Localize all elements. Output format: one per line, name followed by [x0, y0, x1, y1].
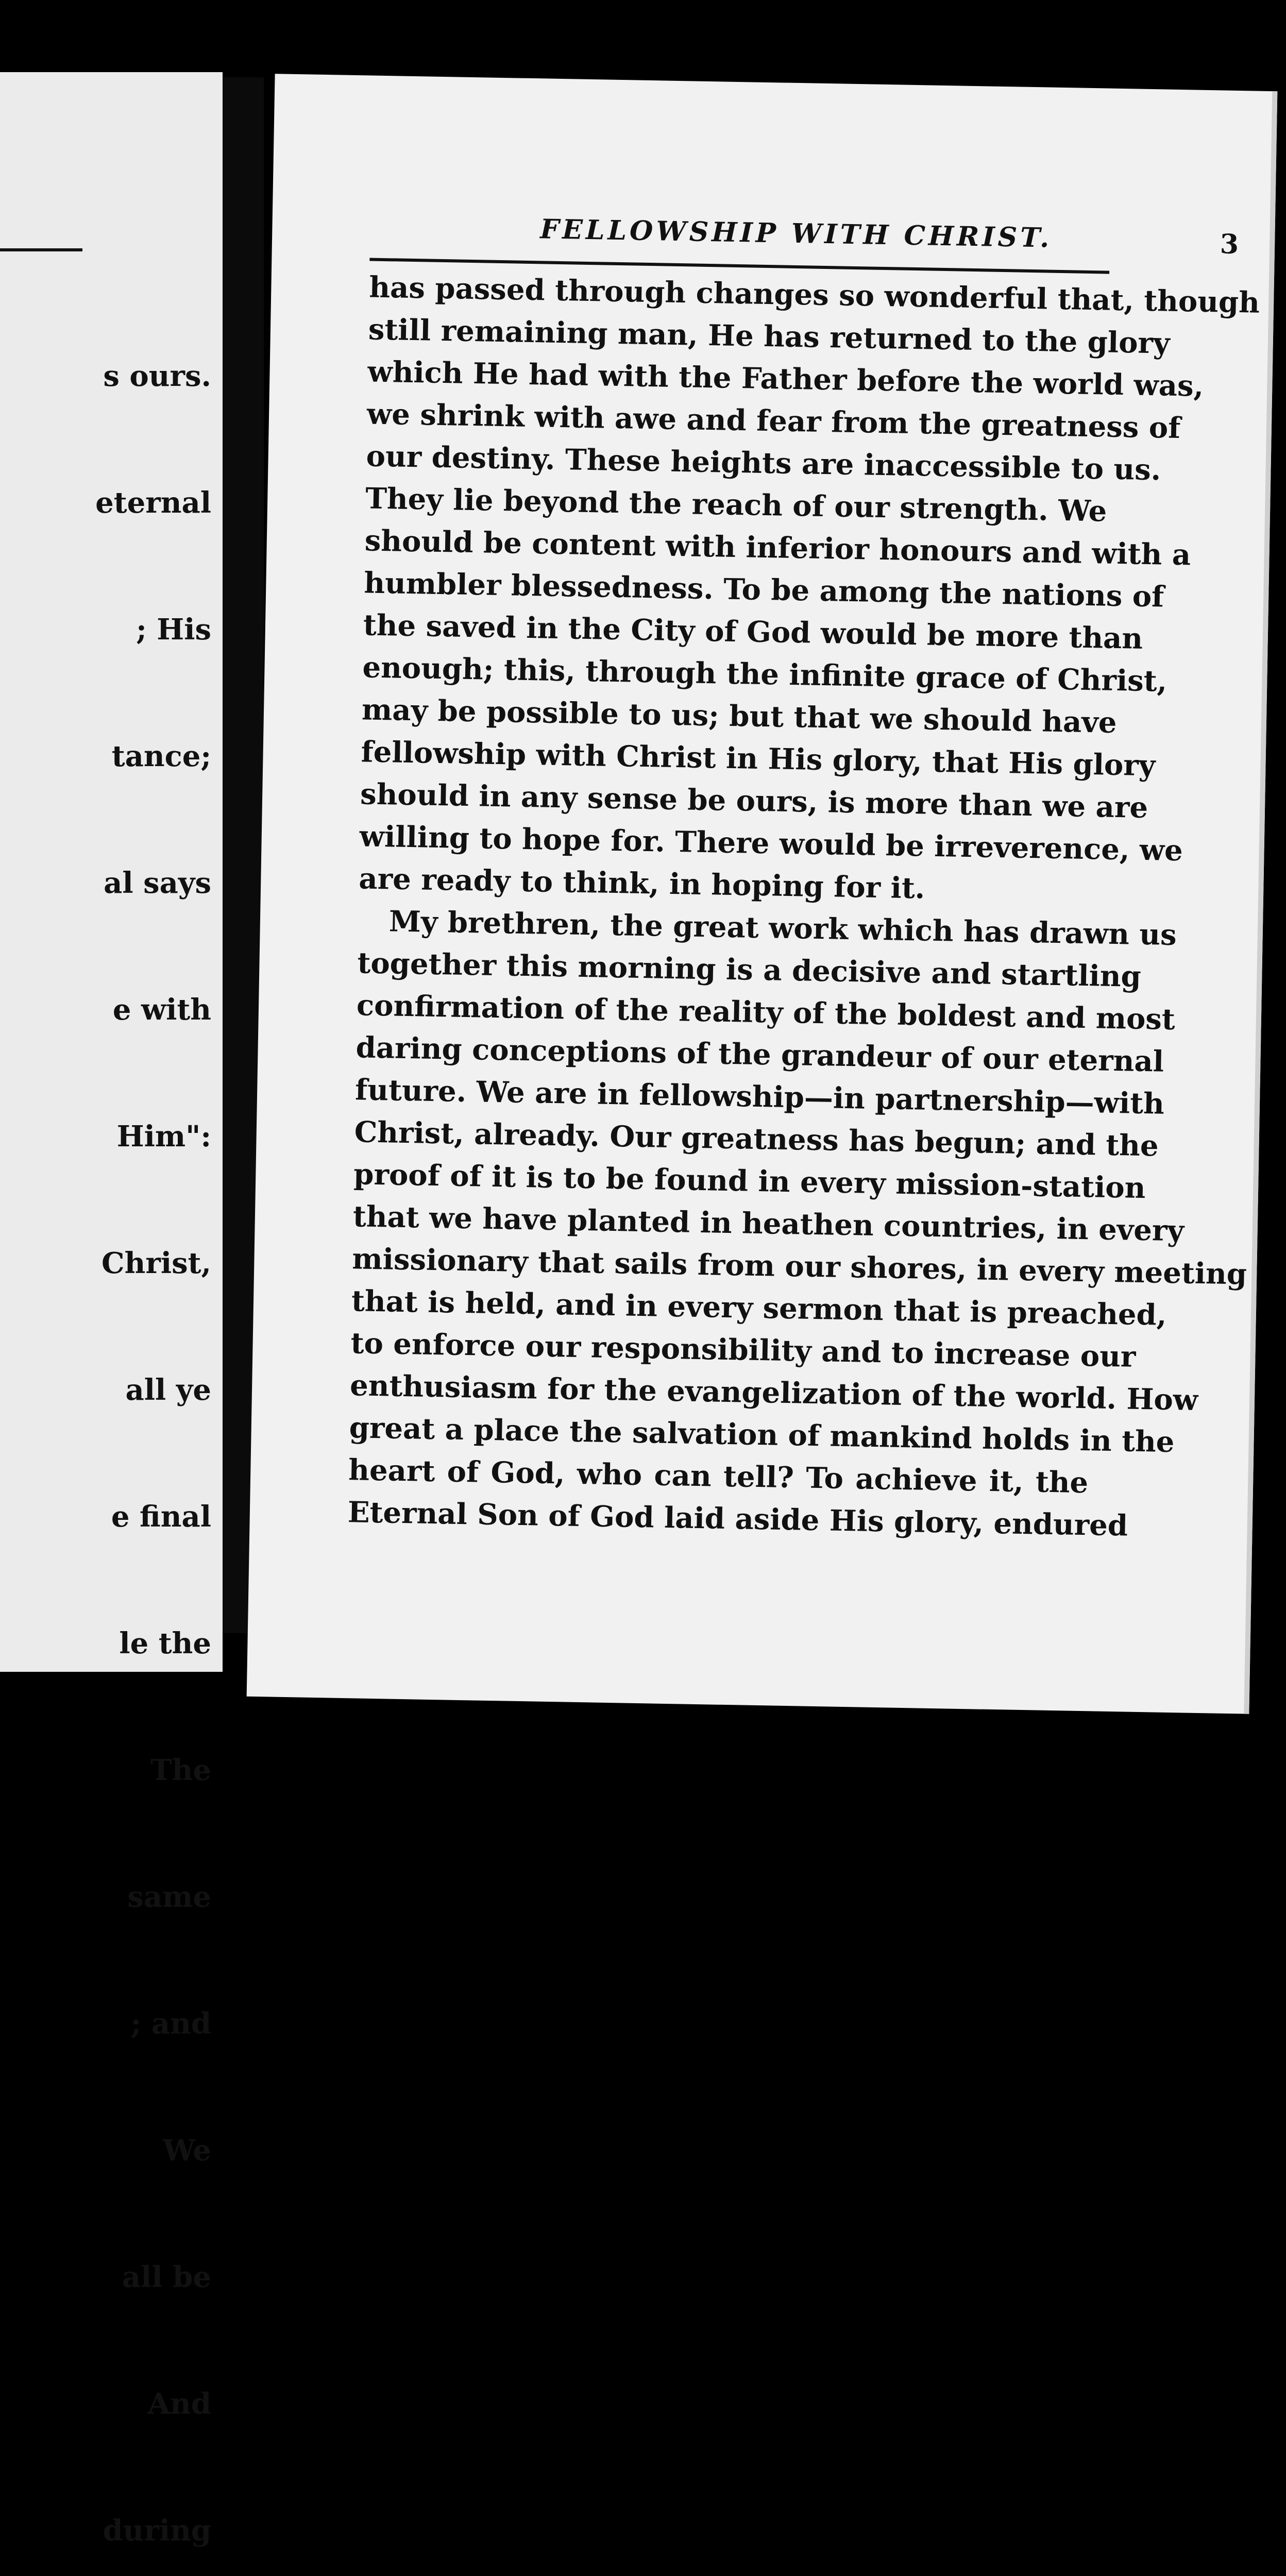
left-line: ; and — [130, 2007, 211, 2041]
text-line: Eternal Son of God laid aside His glory, endured — [347, 1495, 1128, 1543]
text-line: together this morning is a decisive and startling — [357, 946, 1142, 994]
text-line: the saved in the City of God would be more than — [363, 608, 1143, 656]
text-line: humbler blessedness. To be among the nations of — [363, 566, 1164, 614]
text-line: heart of God, who can tell? To achieve it, the — [348, 1453, 1089, 1500]
text-line: They lie beyond the reach of our strength. We — [365, 481, 1107, 529]
text-line: our destiny. These heights are inaccessible to us. — [366, 439, 1161, 487]
left-page-text — [0, 270, 211, 2576]
text-line: fellowship with Christ in His glory, that His glory — [361, 735, 1156, 783]
left-line: all ye — [125, 1373, 211, 1407]
text-line: that is held, and in every sermon that is preached, — [351, 1284, 1167, 1332]
text-line: to enforce our responsibility and to increase our — [350, 1326, 1136, 1374]
text-line: still remaining man, He has returned to the glory — [368, 312, 1171, 361]
left-line: We — [163, 2133, 211, 2167]
text-line: may be possible to us; but that we should have — [361, 692, 1118, 740]
left-page — [0, 72, 223, 2548]
left-line: all be — [122, 2260, 211, 2294]
left-line: ; His — [136, 613, 211, 647]
left-line: e final — [111, 1500, 211, 1534]
left-line: And — [147, 2387, 211, 2421]
right-page — [247, 74, 1278, 1714]
left-line: Christ, — [101, 1246, 211, 1280]
left-line: le the — [119, 1626, 211, 1660]
text-line: proof of it is to be found in every mission-station — [353, 1157, 1146, 1206]
left-line: al says — [104, 866, 211, 900]
left-line: eternal — [95, 486, 211, 520]
page-number: 3 — [1220, 228, 1239, 260]
left-line: e with — [112, 993, 211, 1027]
text-line: willing to hope for. There would be irreverence, we — [359, 819, 1183, 868]
text-line: enough; this, through the infinite grace of Christ, — [362, 650, 1167, 699]
text-line: should be content with inferior honours and with a — [364, 523, 1191, 572]
body-text — [347, 266, 1260, 1547]
left-line: The — [150, 1753, 211, 1787]
left-line: Him": — [116, 1120, 211, 1154]
left-page-rule — [0, 248, 82, 251]
text-line: Christ, already. Our greatness has begun; and the — [354, 1115, 1159, 1163]
text-line: My brethren, the great work which has drawn us — [388, 904, 1177, 953]
text-line: we shrink with awe and fear from the greatness of — [366, 397, 1181, 446]
text-line: that we have planted in heathen countries, in every — [352, 1199, 1185, 1248]
text-line: which He had with the Father before the world was, — [367, 354, 1204, 403]
text-line: confirmation of the reality of the boldest and most — [356, 988, 1176, 1037]
text-line: are ready to think, in hoping for it. — [358, 861, 925, 906]
left-line: s ours. — [103, 359, 211, 393]
text-line: future. We are in fellowship—in partnership—with — [354, 1073, 1165, 1121]
text-line: great a place the salvation of mankind holds in the — [349, 1411, 1175, 1460]
left-line: same — [127, 1880, 211, 1914]
text-line: has passed through changes so wonderful that, though — [368, 270, 1260, 320]
text-line: enthusiasm for the evangelization of the world. How — [349, 1368, 1198, 1417]
text-line: should in any sense be ours, is more than we are — [360, 777, 1148, 825]
text-line: daring conceptions of the grandeur of our eternal — [356, 1030, 1164, 1079]
left-line: during — [103, 2514, 211, 2548]
text-line: missionary that sails from our shores, in every meeting — [351, 1242, 1247, 1292]
left-line: tance; — [111, 739, 211, 773]
running-head: FELLOWSHIP WITH CHRIST. — [539, 213, 1053, 254]
page-edge — [1244, 91, 1277, 1714]
